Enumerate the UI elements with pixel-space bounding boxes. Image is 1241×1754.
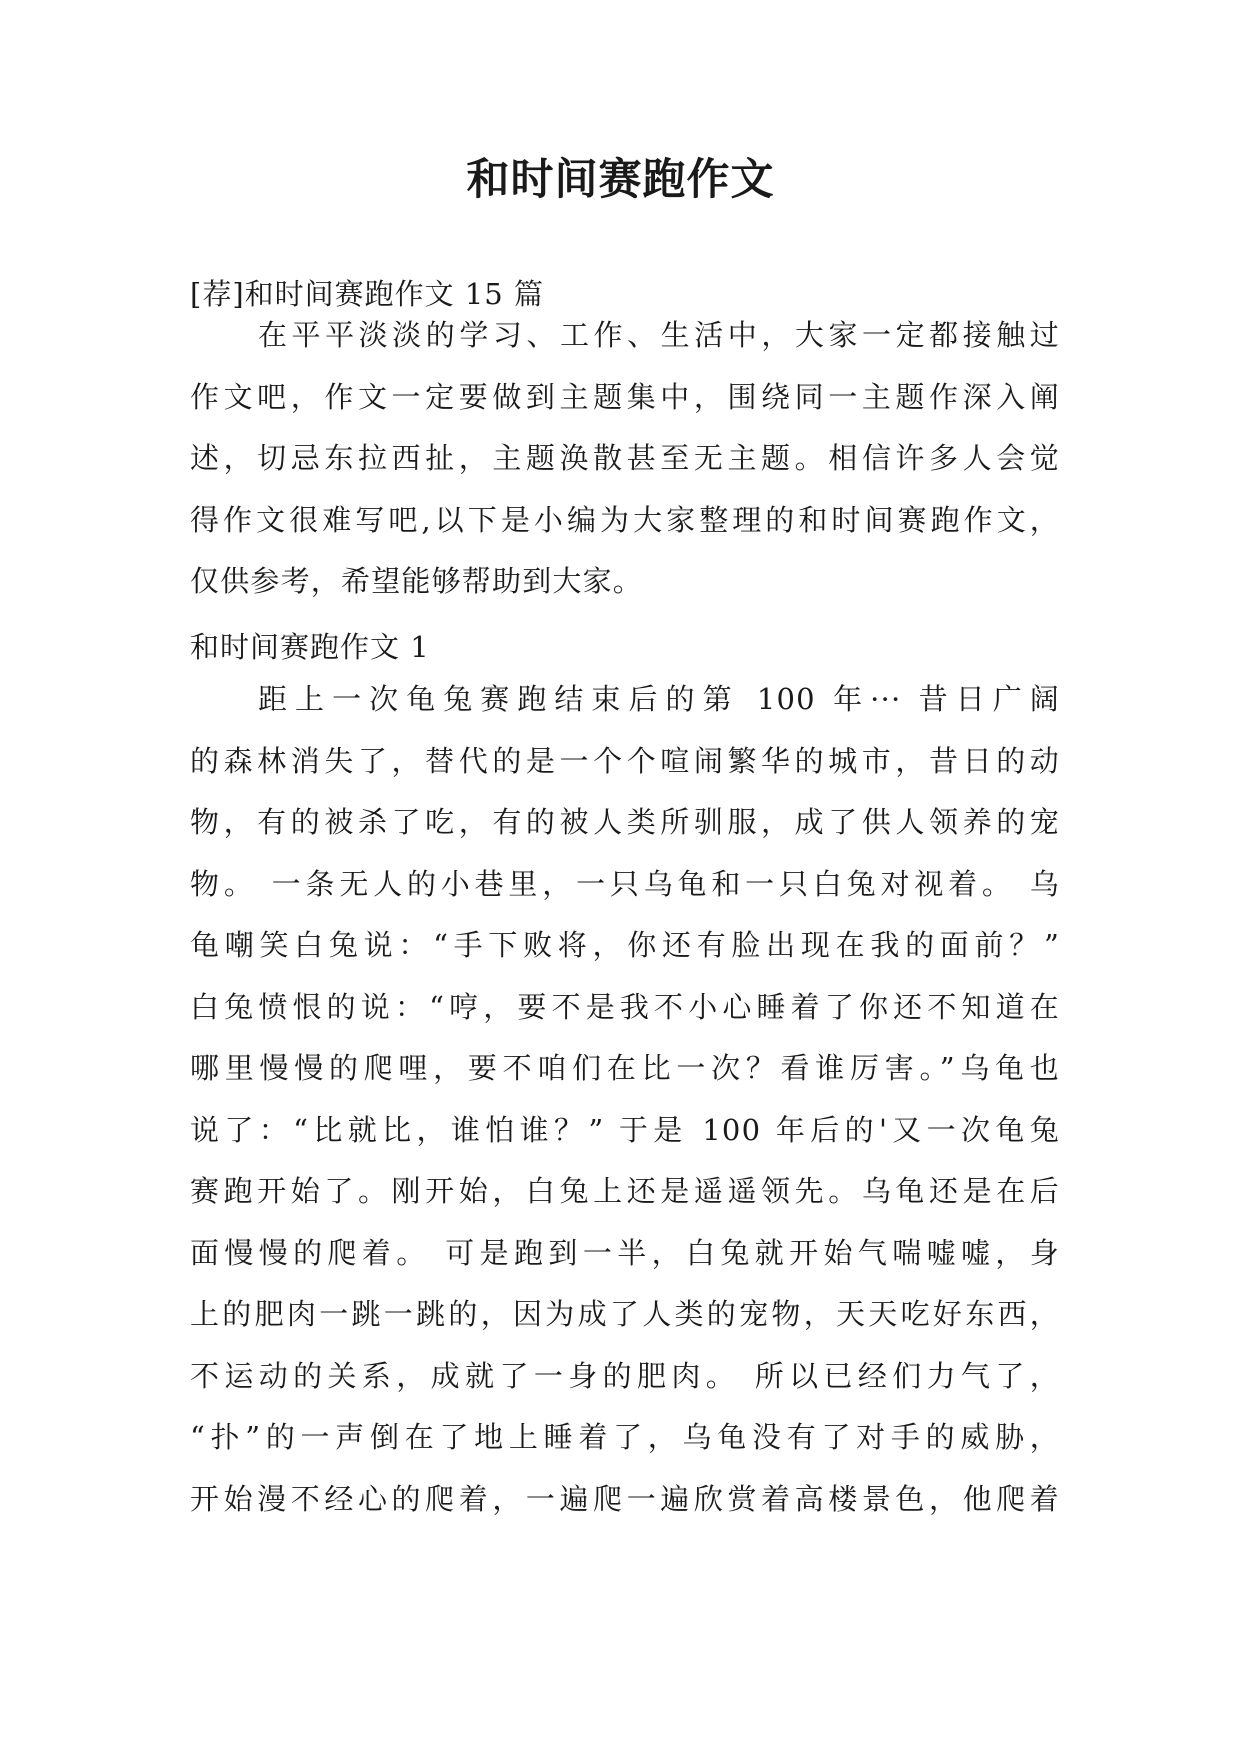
- body-line: 龟嘲笑白兔说：“手下败将，你还有脸出现在我的面前？”: [190, 928, 1060, 962]
- intro-line: 得作文很难写吧,以下是小编为大家整理的和时间赛跑作文，: [190, 502, 1060, 537]
- intro-line: 仅供参考，希望能够帮助到大家。: [190, 564, 644, 598]
- body-line: 距上一次龟兔赛跑结束后的第 100 年··· 昔日广阔: [258, 682, 1060, 716]
- body-line: “扑”的一声倒在了地上睡着了，乌龟没有了对手的威胁，: [190, 1420, 1060, 1454]
- body-paragraph: [190, 669, 1060, 1530]
- intro-paragraph: [190, 305, 1060, 613]
- intro-line: 作文吧，作文一定要做到主题集中，围绕同一主题作深入阐: [190, 379, 1060, 414]
- body-line: 上的肥肉一跳一跳的，因为成了人类的宠物，天天吃好东西，: [190, 1297, 1060, 1331]
- body-line: 不运动的关系，成就了一身的肥肉。 所以已经们力气了，: [190, 1358, 1060, 1393]
- body-line: 开始漫不经心的爬着，一遍爬一遍欣赏着高楼景色，他爬着: [190, 1481, 1060, 1516]
- body-line: 物。 一条无人的小巷里，一只乌龟和一只白兔对视着。 乌: [190, 866, 1060, 901]
- body-line: 的森林消失了，替代的是一个个喧闹繁华的城市，昔日的动: [190, 743, 1060, 778]
- document-subtitle: [荐]和时间赛跑作文 15 篇: [190, 277, 544, 311]
- document-title: 和时间赛跑作文: [466, 155, 775, 205]
- body-line: 赛跑开始了。刚开始，白兔上还是遥遥领先。乌龟还是在后: [190, 1174, 1060, 1208]
- body-line: 面慢慢的爬着。 可是跑到一半，白兔就开始气喘嘘嘘，身: [190, 1235, 1060, 1270]
- section-heading: 和时间赛跑作文 1: [190, 630, 430, 664]
- body-line: 哪里慢慢的爬哩，要不咱们在比一次？看谁厉害。”乌龟也: [190, 1051, 1060, 1085]
- body-line: 说了：“比就比，谁怕谁？” 于是 100 年后的'又一次龟兔: [190, 1112, 1060, 1147]
- body-line: 白兔愤恨的说：“哼，要不是我不小心睡着了你还不知道在: [190, 989, 1060, 1024]
- intro-line: 述，切忌东拉西扯，主题涣散甚至无主题。相信许多人会觉: [190, 441, 1060, 475]
- body-line: 物，有的被杀了吃，有的被人类所驯服，成了供人领养的宠: [190, 805, 1060, 839]
- intro-line: 在平平淡淡的学习、工作、生活中，大家一定都接触过: [258, 318, 1060, 352]
